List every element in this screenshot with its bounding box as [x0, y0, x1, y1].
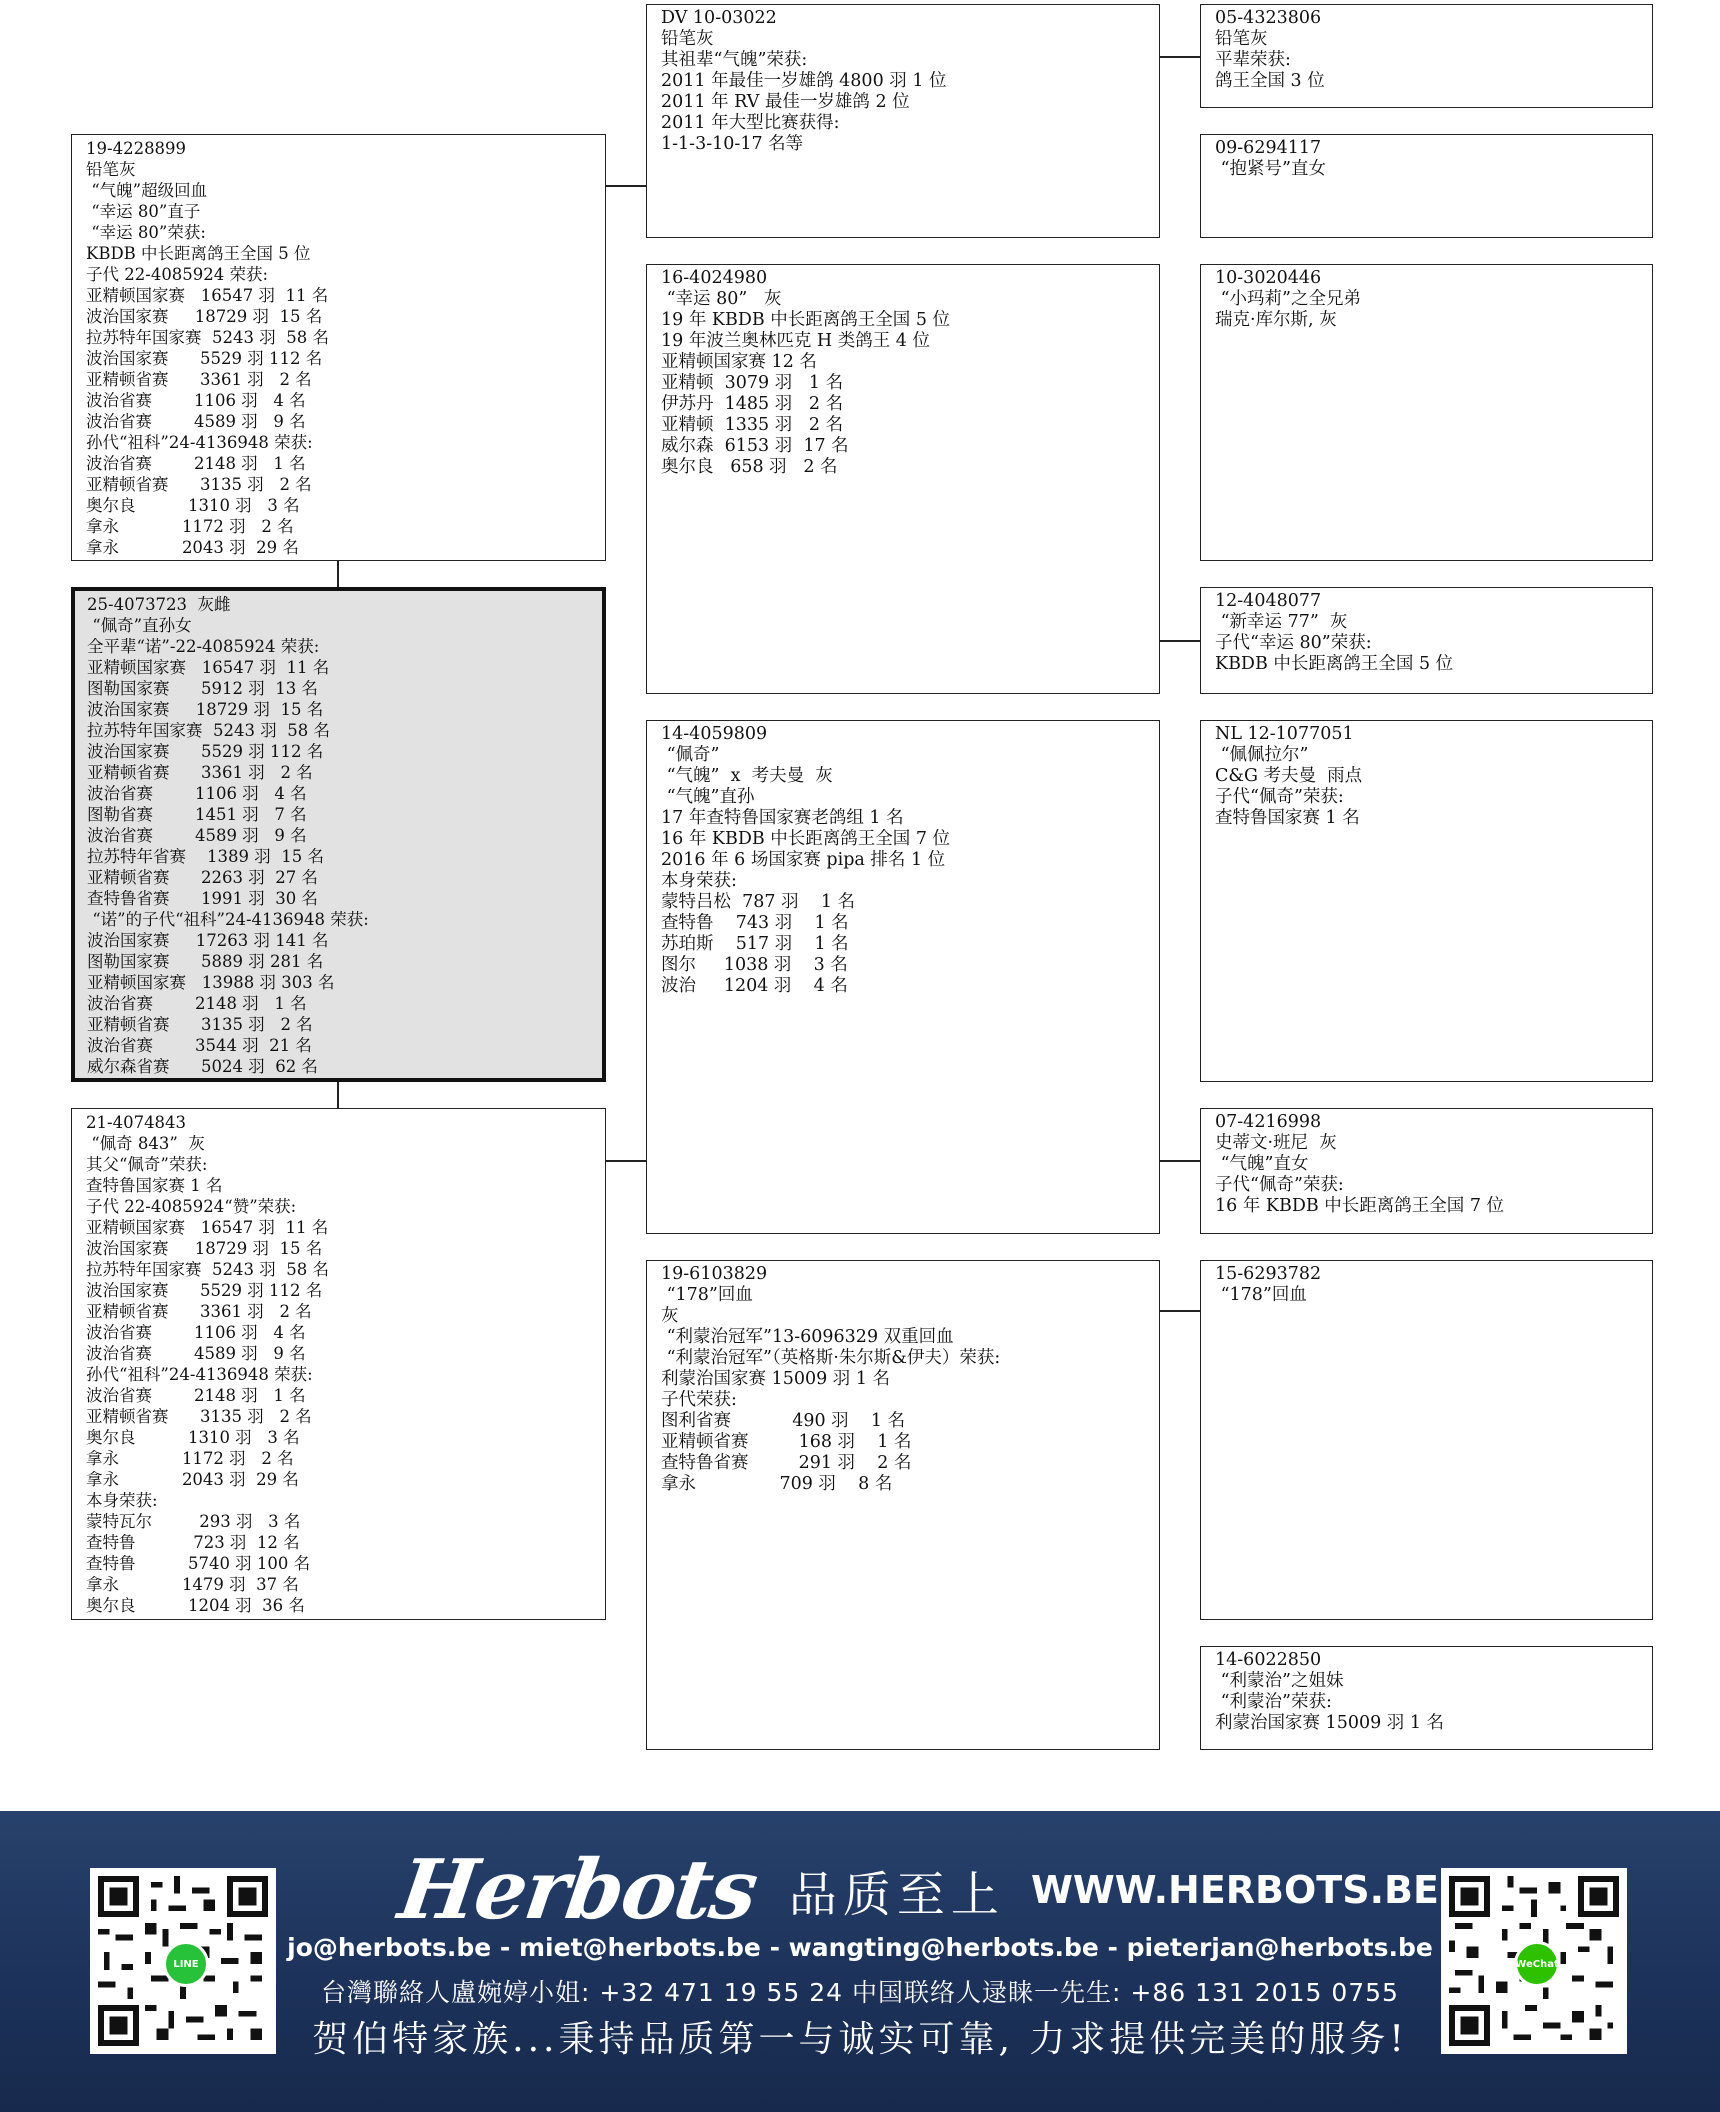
grandsire-paternal-lines — [661, 8, 1159, 155]
text-line: 利蒙治国家赛 15009 羽 1 名 — [1215, 1713, 1445, 1733]
text-line: 其祖辈“气魄”荣获: — [661, 50, 808, 70]
text-line: 灰 — [661, 1306, 679, 1326]
text-line: 威尔森 6153 羽 17 名 — [661, 436, 849, 456]
text-line: “佩佩拉尔” — [1215, 745, 1309, 765]
text-line: 拉苏特年国家赛 5243 羽 58 名 — [87, 721, 330, 740]
text-line: 亚精顿省赛 3135 羽 2 名 — [86, 475, 312, 494]
text-line: 12-4048077 — [1215, 591, 1322, 611]
connector — [1160, 1310, 1200, 1312]
footer-banner — [0, 1811, 1720, 2112]
text-line: “抱紧号”直女 — [1215, 159, 1326, 179]
text-line: 子代“佩奇”荣获: — [1215, 787, 1344, 807]
text-line: 亚精顿国家赛 13988 羽 303 名 — [87, 973, 335, 992]
text-line: 拉苏特年国家赛 5243 羽 58 名 — [86, 328, 329, 347]
text-line: 拉苏特年国家赛 5243 羽 58 名 — [86, 1260, 329, 1279]
text-line: 拿永 1172 羽 2 名 — [86, 517, 294, 536]
website-link[interactable]: WWW.HERBOTS.BE — [1030, 1868, 1439, 1912]
connector — [1160, 640, 1200, 642]
text-line: 波治省赛 1106 羽 4 名 — [86, 1323, 306, 1342]
text-line: DV 10-03022 — [661, 8, 777, 28]
text-line: 亚精顿国家赛 16547 羽 11 名 — [86, 286, 329, 305]
text-line: 波治省赛 4589 羽 9 名 — [86, 1344, 306, 1363]
text-line: 其父“佩奇”荣获: — [86, 1155, 208, 1174]
text-line: 07-4216998 — [1215, 1112, 1322, 1132]
text-line: 子代“佩奇”荣获: — [1215, 1175, 1344, 1195]
text-line: 亚精顿省赛 2263 羽 27 名 — [87, 868, 318, 887]
text-line: 波治国家赛 17263 羽 141 名 — [87, 931, 329, 950]
text-line: 25-4073723 灰雌 — [87, 595, 231, 614]
text-line: 波治国家赛 18729 羽 15 名 — [86, 307, 323, 326]
text-line: 本身荣获: — [661, 871, 737, 891]
text-line: 查特鲁国家赛 1 名 — [1215, 808, 1360, 828]
text-line: 铅笔灰 — [86, 160, 136, 179]
text-line: 奥尔良 1310 羽 3 名 — [86, 496, 300, 515]
text-line: 05-4323806 — [1215, 8, 1322, 28]
text-line: 伊苏丹 1485 羽 2 名 — [661, 394, 844, 414]
text-line: 全平辈“诺”-22-4085924 荣获: — [87, 637, 320, 656]
text-line: 拿永 1479 羽 37 名 — [86, 1575, 299, 1594]
text-line: 亚精顿国家赛 12 名 — [661, 352, 817, 372]
text-line: 图勒省赛 1451 羽 7 名 — [87, 805, 307, 824]
g3-box-1 — [1200, 4, 1653, 108]
grandsire-paternal-box — [646, 4, 1160, 238]
text-line: 波治省赛 2148 羽 1 名 — [86, 1386, 306, 1405]
text-line: 21-4074843 — [86, 1113, 187, 1132]
text-line: 平辈荣获: — [1215, 50, 1291, 70]
text-line: 波治省赛 3544 羽 21 名 — [87, 1036, 312, 1055]
granddam-maternal-box — [646, 1260, 1160, 1750]
text-line: 拿永 2043 羽 29 名 — [86, 1470, 299, 1489]
text-line: “幸运 80”荣获: — [86, 223, 206, 242]
text-line: “气魄”直孙 — [661, 787, 755, 807]
contact-phones: 台灣聯絡人盧婉婷小姐: +32 471 19 55 24 中国联络人逯睐一先生: +86 131 2015 0755 — [321, 1978, 1399, 2007]
herbots-logo: Herbots — [393, 1842, 762, 1938]
text-line: “利蒙治”之姐妹 — [1215, 1671, 1344, 1691]
text-line: “气魄”超级回血 — [86, 181, 208, 200]
text-line: 亚精顿 3079 羽 1 名 — [661, 373, 844, 393]
connector — [606, 1160, 646, 1162]
text-line: 亚精顿省赛 3361 羽 2 名 — [87, 763, 313, 782]
text-line: “幸运 80” 灰 — [661, 289, 782, 309]
text-line: 子代“幸运 80”荣获: — [1215, 633, 1372, 653]
text-line: 14-4059809 — [661, 724, 768, 744]
grandsire-maternal-box — [646, 720, 1160, 1234]
text-line: 2011 年大型比赛获得: — [661, 113, 840, 133]
g3-box-3 — [1200, 264, 1653, 561]
subject-lines — [87, 594, 602, 1077]
text-line: 鸽王全国 3 位 — [1215, 71, 1325, 91]
text-line: 蒙特吕松 787 羽 1 名 — [661, 892, 856, 912]
text-line: 19 年波兰奥林匹克 H 类鸽王 4 位 — [661, 331, 930, 351]
text-line: 16 年 KBDB 中长距离鸽王全国 7 位 — [1215, 1196, 1505, 1216]
text-line: 奥尔良 1310 羽 3 名 — [86, 1428, 300, 1447]
text-line: 查特鲁国家赛 1 名 — [86, 1176, 223, 1195]
text-line: 拉苏特年省赛 1389 羽 15 名 — [87, 847, 324, 866]
text-line: 19-6103829 — [661, 1264, 768, 1284]
text-line: 蒙特瓦尔 293 羽 3 名 — [86, 1512, 301, 1531]
text-line: “小玛莉”之全兄弟 — [1215, 289, 1361, 309]
motto: 贺伯特家族...秉持品质第一与诚实可靠, 力求提供完美的服务! — [312, 2019, 1408, 2060]
g3-box-6 — [1200, 1108, 1653, 1234]
g3-box-4 — [1200, 587, 1653, 694]
text-line: “幸运 80”直子 — [86, 202, 201, 221]
text-line: “佩奇”直孙女 — [87, 616, 192, 635]
text-line: 子代 22-4085924“赞”荣获: — [86, 1197, 297, 1216]
text-line: 2016 年 6 场国家赛 pipa 排名 1 位 — [661, 850, 946, 870]
text-line: “178”回血 — [661, 1285, 753, 1305]
text-line: 亚精顿 1335 羽 2 名 — [661, 415, 844, 435]
text-line: 16-4024980 — [661, 268, 768, 288]
text-line: 亚精顿省赛 168 羽 1 名 — [661, 1432, 912, 1452]
text-line: 查特鲁 723 羽 12 名 — [86, 1533, 300, 1552]
text-line: 16 年 KBDB 中长距离鸽王全国 7 位 — [661, 829, 951, 849]
text-line: 拿永 2043 羽 29 名 — [86, 538, 299, 557]
text-line: 奥尔良 1204 羽 36 名 — [86, 1596, 305, 1615]
text-line: 苏珀斯 517 羽 1 名 — [661, 934, 849, 954]
text-line: 17 年查特鲁国家赛老鸽组 1 名 — [661, 808, 904, 828]
wechat-icon: WeChat — [1514, 1941, 1560, 1987]
text-line: “利蒙治冠军”（英格斯·朱尔斯&伊夫）荣获: — [661, 1348, 1001, 1368]
text-line: 子代 22-4085924 荣获: — [86, 265, 269, 284]
g3-lines-1 — [1215, 8, 1652, 92]
g3-lines-8 — [1215, 1650, 1652, 1734]
g3-lines-6 — [1215, 1112, 1652, 1217]
text-line: 威尔森省赛 5024 羽 62 名 — [87, 1057, 318, 1076]
text-line: NL 12-1077051 — [1215, 724, 1354, 744]
text-line: “178”回血 — [1215, 1285, 1307, 1305]
text-line: 查特鲁省赛 1991 羽 30 名 — [87, 889, 318, 908]
text-line: 1-1-3-10-17 名等 — [661, 134, 804, 154]
text-line: 图勒国家赛 5912 羽 13 名 — [87, 679, 318, 698]
text-line: 图尔 1038 羽 3 名 — [661, 955, 848, 975]
text-line: 拿永 709 羽 8 名 — [661, 1474, 893, 1494]
g3-lines-5 — [1215, 724, 1652, 829]
line-icon: LINE — [163, 1941, 209, 1987]
text-line: 09-6294117 — [1215, 138, 1322, 158]
text-line: 亚精顿省赛 3135 羽 2 名 — [86, 1407, 312, 1426]
text-line: “利蒙治”荣获: — [1215, 1692, 1332, 1712]
text-line: 拿永 1172 羽 2 名 — [86, 1449, 294, 1468]
text-line: 孙代“祖科”24-4136948 荣获: — [86, 1365, 313, 1384]
text-line: 19-4228899 — [86, 139, 187, 158]
text-line: “佩奇” — [661, 745, 720, 765]
text-line: “利蒙治冠军”13-6096329 双重回血 — [661, 1327, 954, 1347]
text-line: “新幸运 77” 灰 — [1215, 612, 1348, 632]
g3-lines-3 — [1215, 268, 1652, 331]
text-line: 波治省赛 4589 羽 9 名 — [86, 412, 306, 431]
text-line: 14-6022850 — [1215, 1650, 1322, 1670]
text-line: 查特鲁 743 羽 1 名 — [661, 913, 849, 933]
text-line: 波治国家赛 5529 羽 112 名 — [86, 1281, 323, 1300]
text-line: 波治省赛 1106 羽 4 名 — [86, 391, 306, 410]
text-line: 铅笔灰 — [1215, 29, 1268, 49]
text-line: 亚精顿省赛 3135 羽 2 名 — [87, 1015, 313, 1034]
text-line: “佩奇 843” 灰 — [86, 1134, 205, 1153]
text-line: 波治国家赛 5529 羽 112 名 — [87, 742, 324, 761]
text-line: KBDB 中长距离鸽王全国 5 位 — [86, 244, 311, 263]
g3-box-5 — [1200, 720, 1653, 1082]
text-line: 利蒙治国家赛 15009 羽 1 名 — [661, 1369, 891, 1389]
text-line: 图利省赛 490 羽 1 名 — [661, 1411, 906, 1431]
connector — [1160, 1160, 1200, 1162]
text-line: 瑞克·库尔斯, 灰 — [1215, 310, 1337, 330]
text-line: 波治省赛 2148 羽 1 名 — [86, 454, 306, 473]
text-line: “诺”的子代“祖科”24-4136948 荣获: — [87, 910, 369, 929]
text-line: “气魄”直女 — [1215, 1154, 1309, 1174]
text-line: 15-6293782 — [1215, 1264, 1322, 1284]
text-line: 2011 年最佳一岁雄鸽 4800 羽 1 位 — [661, 71, 947, 91]
dam-box — [71, 1108, 606, 1620]
text-line: 史蒂文·班尼 灰 — [1215, 1133, 1337, 1153]
text-line: 子代荣获: — [661, 1390, 737, 1410]
text-line: 查特鲁 5740 羽 100 名 — [86, 1554, 311, 1573]
text-line: 奥尔良 658 羽 2 名 — [661, 457, 838, 477]
text-line: 10-3020446 — [1215, 268, 1322, 288]
text-line: 波治国家赛 18729 羽 15 名 — [87, 700, 324, 719]
text-line: 亚精顿省赛 3361 羽 2 名 — [86, 370, 312, 389]
text-line: 波治省赛 4589 羽 9 名 — [87, 826, 307, 845]
g3-box-2 — [1200, 134, 1653, 238]
slogan: 品质至上 — [788, 1866, 1005, 1923]
text-line: 波治省赛 2148 羽 1 名 — [87, 994, 307, 1013]
text-line: 亚精顿国家赛 16547 羽 11 名 — [86, 1218, 329, 1237]
connector — [1160, 56, 1200, 58]
g3-box-8 — [1200, 1646, 1653, 1750]
text-line: 铅笔灰 — [661, 29, 714, 49]
connector — [337, 561, 339, 587]
sire-box — [71, 134, 606, 561]
text-line: 波治 1204 羽 4 名 — [661, 976, 848, 996]
granddam-paternal-lines — [661, 268, 1159, 478]
granddam-paternal-box — [646, 264, 1160, 694]
text-line: “气魄” x 考夫曼 灰 — [661, 766, 833, 786]
g3-lines-7 — [1215, 1264, 1652, 1306]
granddam-maternal-lines — [661, 1264, 1159, 1495]
sire-lines — [86, 138, 605, 558]
text-line: 波治国家赛 18729 羽 15 名 — [86, 1239, 323, 1258]
g3-lines-2 — [1215, 138, 1652, 180]
text-line: 2011 年 RV 最佳一岁雄鸽 2 位 — [661, 92, 910, 112]
grandsire-maternal-lines — [661, 724, 1159, 997]
email-addresses[interactable]: jo@herbots.be - miet@herbots.be - wangting@herbots.be - pieterjan@herbots.be — [287, 1933, 1433, 1962]
subject-box — [71, 587, 606, 1082]
g3-box-7 — [1200, 1260, 1653, 1620]
text-line: C&G 考夫曼 雨点 — [1215, 766, 1363, 786]
text-line: 孙代“祖科”24-4136948 荣获: — [86, 433, 313, 452]
dam-lines — [86, 1112, 605, 1616]
text-line: 19 年 KBDB 中长距离鸽王全国 5 位 — [661, 310, 951, 330]
text-line: 波治国家赛 5529 羽 112 名 — [86, 349, 323, 368]
text-line: 亚精顿国家赛 16547 羽 11 名 — [87, 658, 330, 677]
text-line: 波治省赛 1106 羽 4 名 — [87, 784, 307, 803]
brand-row — [393, 1842, 1439, 1938]
text-line: 亚精顿省赛 3361 羽 2 名 — [86, 1302, 312, 1321]
g3-lines-4 — [1215, 591, 1652, 675]
wechat-qr-code[interactable] — [1441, 1868, 1627, 2054]
connector — [606, 185, 646, 187]
text-line: 图勒国家赛 5889 羽 281 名 — [87, 952, 324, 971]
text-line: 查特鲁省赛 291 羽 2 名 — [661, 1453, 912, 1473]
text-line: KBDB 中长距离鸽王全国 5 位 — [1215, 654, 1454, 674]
text-line: 本身荣获: — [86, 1491, 158, 1510]
connector — [337, 1082, 339, 1108]
